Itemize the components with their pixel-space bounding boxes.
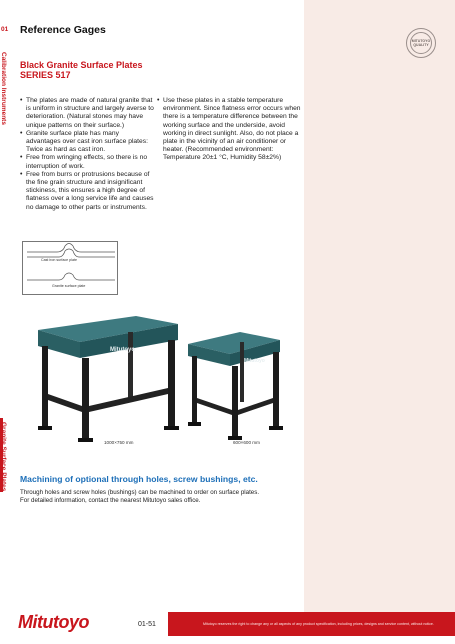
machining-line: For detailed information, contact the nearest Mitutoyo sales office.: [20, 497, 201, 505]
machining-heading: Machining of optional through holes, screw bushings, etc.: [20, 474, 258, 484]
section-title-line2: SERIES 517: [20, 70, 71, 80]
feature-item: • Free from burrs or protrusions because of the fine grain structure and insignificant stickiness, this ensures a high degree of flatness over a long service life and causes no damage to other parts or instruments.: [20, 171, 155, 212]
quality-badge-icon: [406, 28, 436, 58]
wringing-comparison-diagram: [22, 241, 118, 295]
small-plate-stand: [188, 332, 283, 440]
feature-list-left: [20, 97, 155, 212]
feature-item: • Granite surface plate has many advantages over cast iron surface plates: Twice as hard as cast iron.: [20, 130, 155, 155]
caption-small-plate: 600×600 mm: [233, 440, 260, 445]
surface-plate-stands-photo: [30, 302, 300, 442]
feature-item: • Use these plates in a stable temperature environment. Since flatness error occurs when there is a temperature difference between the working surface and the underside, avoid working in direct sunlight. Also, do not place a plate in the vicinity of an air conditioner or heater. (Recommended environment: Temperature 20±1 °C, Humidity 58±2%): [157, 97, 302, 163]
diagram-label-cast-iron: Cast iron surface plate: [41, 258, 77, 262]
feature-item: • The plates are made of natural granite that is uniform in structure and largely averse to deterioration. (Natural stones may have unique patterns on their surface.): [20, 97, 155, 130]
feature-item: • Free from wringing effects, so there is no interruption of work.: [20, 154, 155, 170]
diagram-label-granite: Granite surface plate: [52, 284, 86, 288]
plate-brand-label-small: Mitutoyo: [244, 358, 265, 364]
chapter-side-label: Calibration Instruments: [0, 52, 7, 125]
section-side-label: Granite Surface Plates: [0, 422, 7, 492]
machining-body: [20, 489, 259, 506]
right-margin-panel: [304, 0, 455, 612]
caption-large-plate: 1000×750 mm: [104, 440, 134, 445]
feature-list-right: [157, 97, 302, 163]
page-number: 01-51: [138, 621, 156, 628]
footer-disclaimer: Mitutoyo reserves the right to change any or all aspects of any product specification, including prices, designs and service content, without notice.: [203, 622, 434, 626]
large-plate-stand: [38, 316, 179, 442]
page-title: Reference Gages: [20, 24, 106, 36]
section-title-line1: Black Granite Surface Plates: [20, 60, 143, 70]
chapter-number: 01: [1, 26, 9, 33]
section-title: [20, 60, 143, 80]
brand-logo: Mitutoyo: [18, 612, 89, 632]
plate-brand-label: Mitutoyo: [110, 347, 135, 353]
machining-line: Through holes and screw holes (bushings) can be machined to order on surface plates.: [20, 489, 260, 496]
badge-text: MITUTOYO QUALITY: [410, 32, 432, 54]
